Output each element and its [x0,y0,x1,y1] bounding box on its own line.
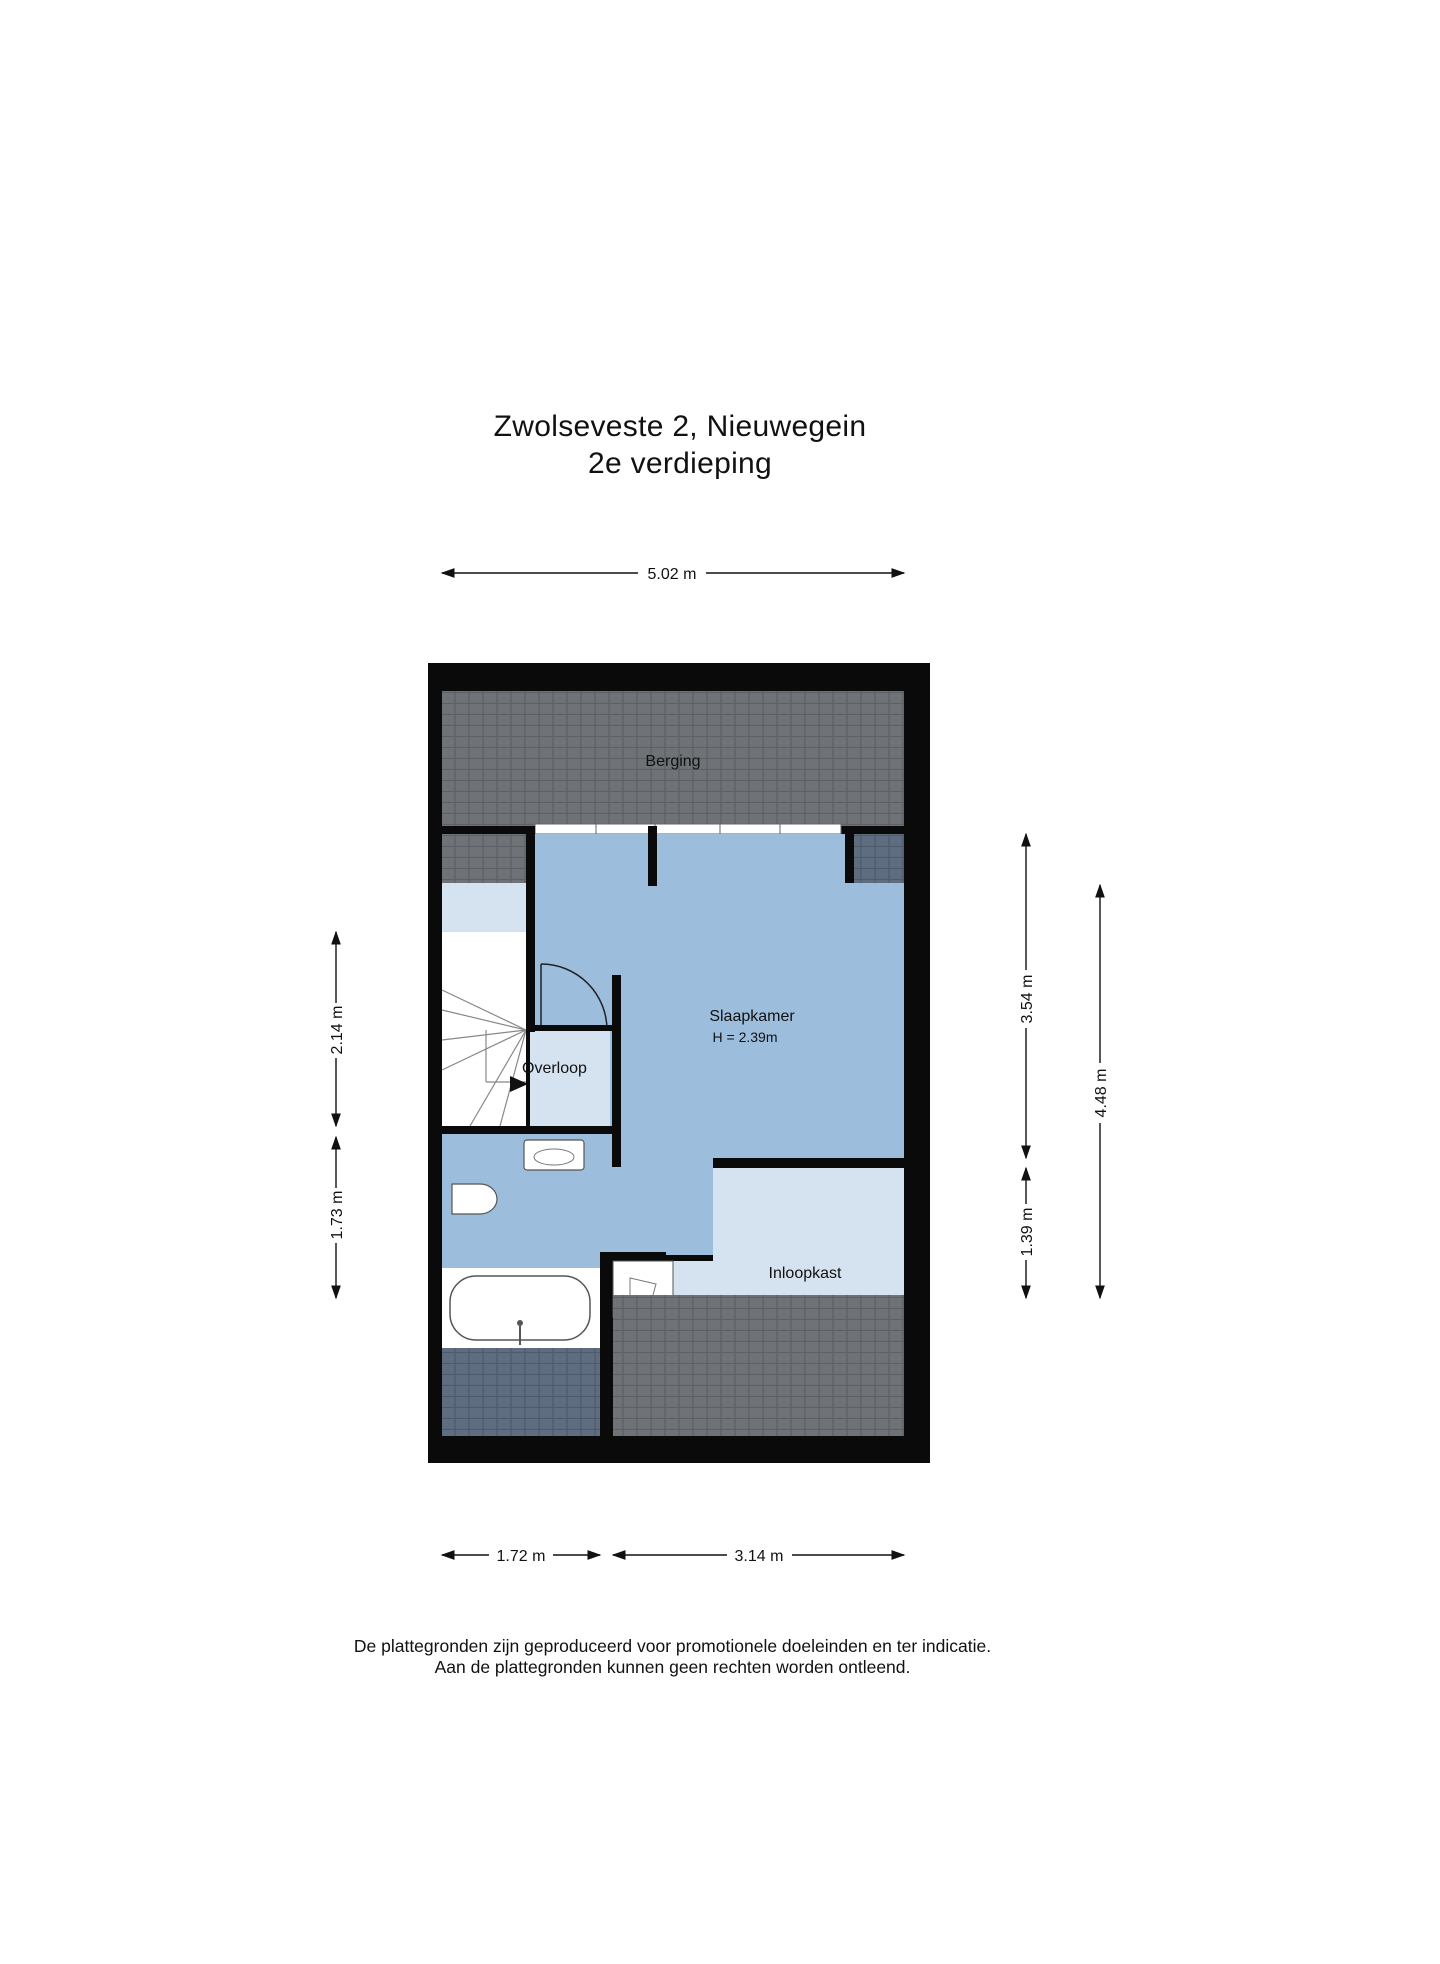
room-label-slaapkamer: Slaapkamer [709,1008,795,1025]
overloop-area [530,1030,610,1126]
room-label-berging: Berging [645,753,701,770]
dimension-right-total: 4.48 m [1093,1068,1110,1118]
dimension-right-upper: 3.54 m [1019,974,1036,1024]
disclaimer-line-1: De plattegronden zijn geproduceerd voor promotionele doeleinden en ter indicatie. [353,1636,992,1656]
disclaimer-line-2: Aan de plattegronden kunnen geen rechten worden ontleend. [434,1657,911,1677]
toilet-icon [452,1184,497,1214]
roof-patch-left [442,834,526,883]
dimension-left-upper: 2.14 m [329,1005,346,1055]
sliding-doors [535,824,841,834]
dimension-left-lower: 1.73 m [329,1190,346,1240]
dimension-right-lower: 1.39 m [1019,1207,1036,1257]
dimension-bottom-left: 1.72 m [496,1548,546,1565]
roof-patch-right [852,834,904,883]
room-label-overloop: Overloop [522,1060,587,1077]
dimension-bottom-right: 3.14 m [734,1548,784,1565]
plan-title-floor: 2e verdieping [587,447,773,480]
room-label-height: H = 2.39m [712,1029,778,1045]
dimension-top-width: 5.02 m [647,566,697,583]
staircase [442,932,526,1126]
room-label-inloopkast: Inloopkast [768,1265,842,1282]
plan-title-address: Zwolseveste 2, Nieuwegein [493,410,867,443]
stair-landing [442,883,526,932]
roof-patch-bottom-left [442,1348,600,1436]
